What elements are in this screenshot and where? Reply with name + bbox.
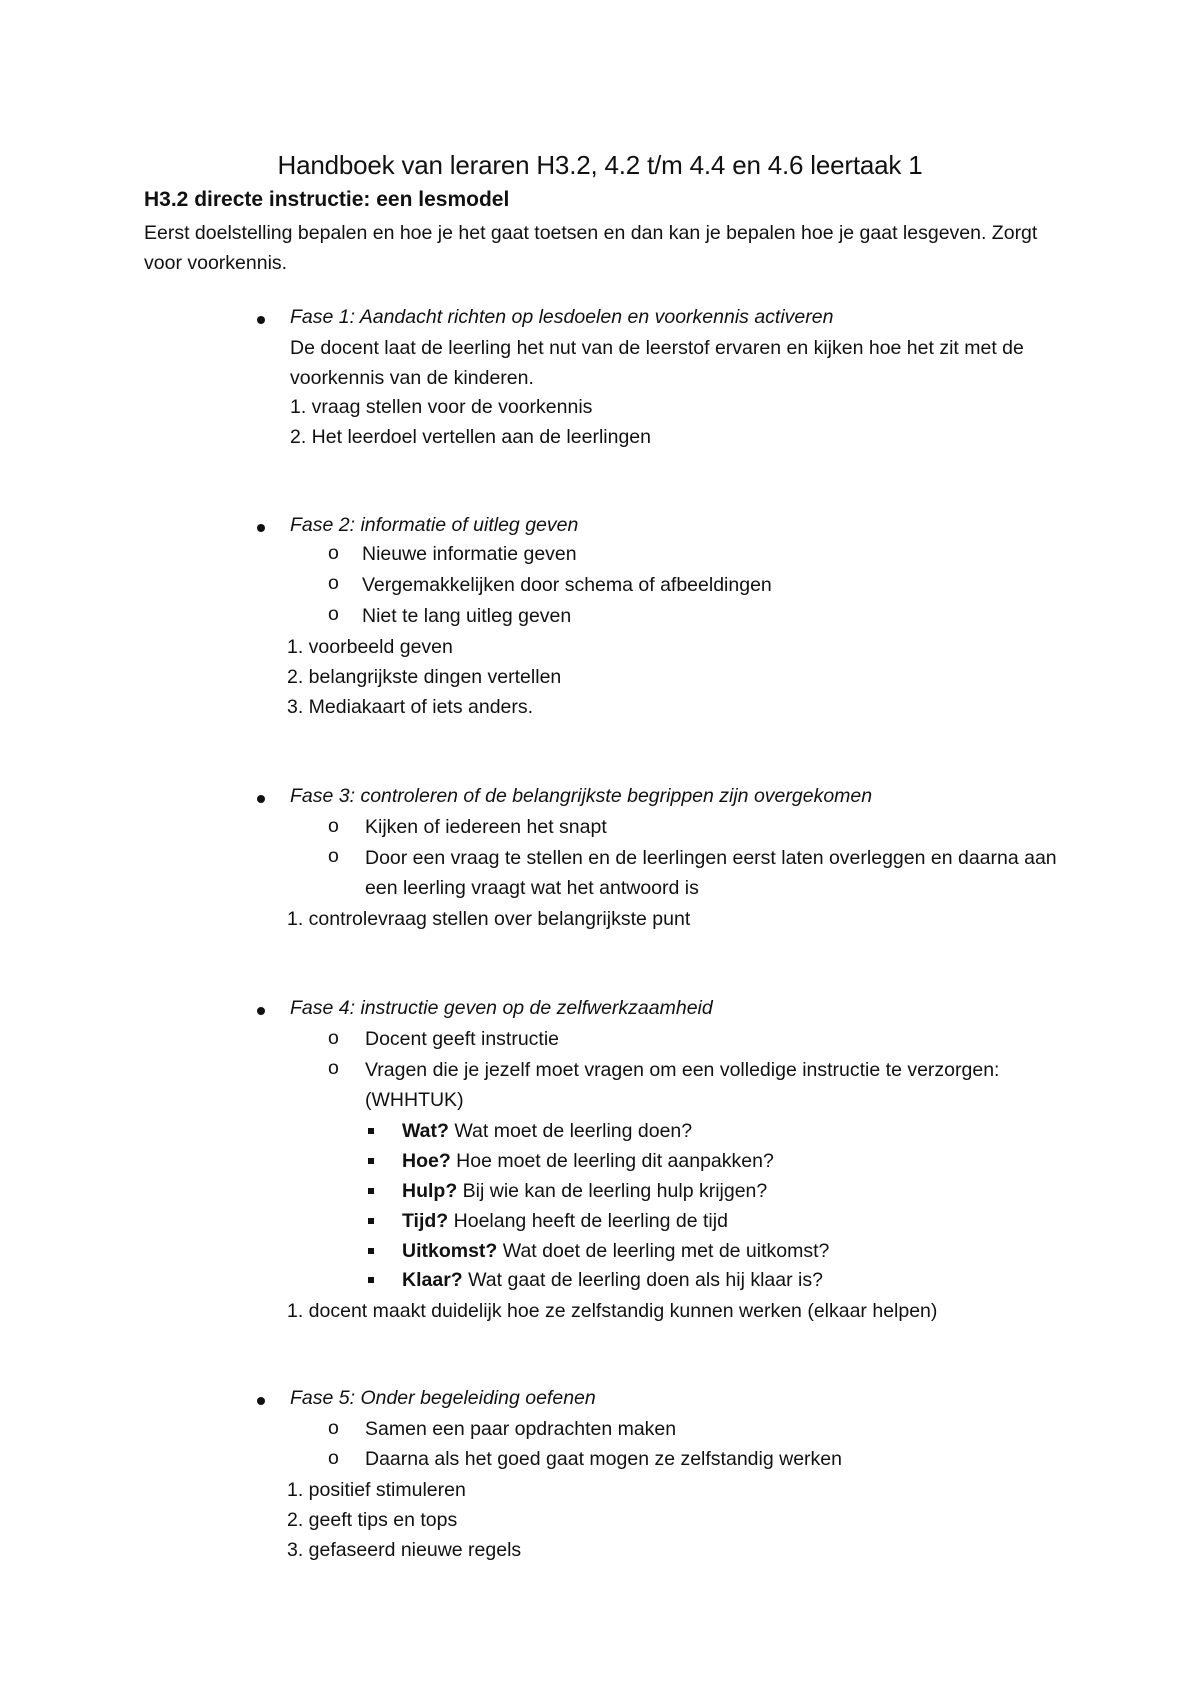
phase4-subitem: Vragen die je jezelf moet vragen om een volledige instructie te verzorgen: (WHHTUK) (365, 1059, 1000, 1111)
phase5-numbered-item: 1. positief stimuleren (287, 1479, 466, 1501)
question-key: Hulp? (402, 1180, 458, 1202)
phase2-subitem: Nieuwe informatie geven (362, 543, 577, 565)
square-bullet-icon (368, 1158, 374, 1164)
phase4-question (402, 1237, 829, 1265)
sub-bullet-icon: o (328, 1057, 339, 1079)
section-heading: H3.2 directe instructie: een lesmodel (144, 188, 510, 211)
phase3-title: Fase 3: controleren of de belangrijkste begrippen zijn overgekomen (290, 785, 873, 807)
square-bullet-icon (368, 1188, 374, 1194)
question-key: Uitkomst? (402, 1240, 498, 1262)
phase1-text: De docent laat de leerling het nut van de leerstof ervaren en kijken hoe het zit met de voorkennis van de kinderen. (290, 337, 1024, 389)
phase5-subitem: Samen een paar opdrachten maken (365, 1418, 677, 1440)
phase2-title: Fase 2: informatie of uitleg geven (290, 514, 579, 536)
sub-bullet-icon: o (328, 845, 339, 867)
phase1-numbered-item: 1. vraag stellen voor de voorkennis (290, 396, 593, 418)
question-text: Wat gaat de leerling doen als hij klaar is? (462, 1269, 823, 1291)
phase4-numbered-item: 1. docent maakt duidelijk hoe ze zelfstandig kunnen werken (elkaar helpen) (287, 1300, 938, 1322)
sub-bullet-icon: o (328, 1447, 339, 1469)
phase4-question (402, 1266, 823, 1294)
phase4-question (402, 1117, 692, 1145)
question-text: Wat doet de leerling met de uitkomst? (497, 1240, 830, 1262)
phase2-numbered-item: 3. Mediakaart of iets anders. (287, 696, 534, 718)
question-key: Wat? (402, 1120, 449, 1142)
sub-bullet-icon: o (328, 603, 339, 625)
phase1-title: Fase 1: Aandacht richten op lesdoelen en voorkennis activeren (290, 306, 834, 328)
bullet-icon (257, 316, 265, 324)
square-bullet-icon (368, 1277, 374, 1283)
phase3-subitem: Door een vraag te stellen en de leerlingen eerst laten overleggen en daarna aan een leerling vraagt wat het antwoord is (365, 847, 1057, 899)
phase4-subitem: Docent geeft instructie (365, 1028, 560, 1050)
phase5-numbered-item: 2. geeft tips en tops (287, 1509, 458, 1531)
question-key: Tijd? (402, 1210, 449, 1232)
sub-bullet-icon: o (328, 572, 339, 594)
phase3-subitem: Kijken of iedereen het snapt (365, 816, 607, 838)
phase5-subitem: Daarna als het goed gaat mogen ze zelfstandig werken (365, 1448, 842, 1470)
sub-bullet-icon: o (328, 542, 339, 564)
phase5-numbered-item: 3. gefaseerd nieuwe regels (287, 1539, 522, 1561)
square-bullet-icon (368, 1248, 374, 1254)
phase2-subitem: Vergemakkelijken door schema of afbeeldingen (362, 574, 772, 596)
phase4-question (402, 1207, 728, 1235)
phase4-title: Fase 4: instructie geven op de zelfwerkzaamheid (290, 997, 713, 1019)
phase5-title: Fase 5: Onder begeleiding oefenen (290, 1387, 596, 1409)
phase4-question (402, 1147, 774, 1175)
bullet-icon (257, 795, 265, 803)
phase2-numbered-item: 2. belangrijkste dingen vertellen (287, 666, 562, 688)
phase4-question (402, 1177, 767, 1205)
phase2-numbered-item: 1. voorbeeld geven (287, 636, 453, 658)
sub-bullet-icon: o (328, 815, 339, 837)
square-bullet-icon (368, 1218, 374, 1224)
phase2-subitem: Niet te lang uitleg geven (362, 605, 572, 627)
document-title: Handboek van leraren H3.2, 4.2 t/m 4.4 en 4.6 leertaak 1 (277, 150, 923, 180)
phase1-numbered-item: 2. Het leerdoel vertellen aan de leerlingen (290, 426, 651, 448)
sub-bullet-icon: o (328, 1027, 339, 1049)
bullet-icon (257, 1397, 265, 1405)
bullet-icon (257, 524, 265, 532)
question-text: Hoelang heeft de leerling de tijd (448, 1210, 728, 1232)
question-text: Bij wie kan de leerling hulp krijgen? (457, 1180, 768, 1202)
question-text: Hoe moet de leerling dit aanpakken? (450, 1150, 774, 1172)
question-key: Klaar? (402, 1269, 463, 1291)
phase3-numbered-item: 1. controlevraag stellen over belangrijkste punt (287, 908, 691, 930)
question-text: Wat moet de leerling doen? (448, 1120, 693, 1142)
bullet-icon (257, 1007, 265, 1015)
question-key: Hoe? (402, 1150, 451, 1172)
intro-paragraph: Eerst doelstelling bepalen en hoe je het gaat toetsen en dan kan je bepalen hoe je gaat lesgeven. Zorgt voor voorkennis. (144, 222, 1038, 274)
square-bullet-icon (368, 1128, 374, 1134)
sub-bullet-icon: o (328, 1417, 339, 1439)
